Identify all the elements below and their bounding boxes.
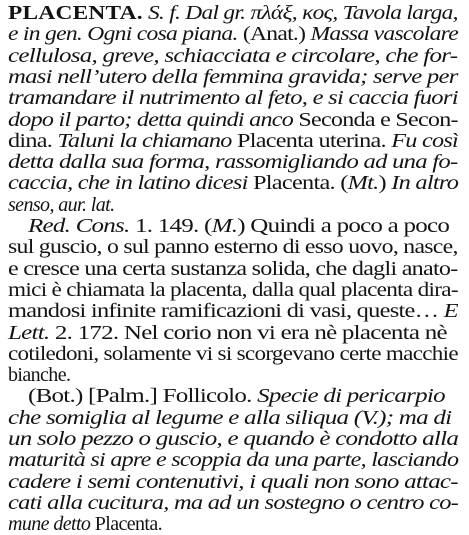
- text-run: E: [443, 300, 458, 323]
- text-line: [8, 449, 458, 471]
- text-run: In altro: [391, 172, 459, 195]
- text-run: Tavola larga,: [337, 2, 458, 24]
- text-run: Taluni la chiamano: [57, 129, 232, 152]
- text-run: (Anat.): [237, 23, 311, 46]
- text-run: dopo il parto; detta quindi anco: [8, 108, 294, 131]
- text-run: 2. 172. Nel corio non vi era nè placenta nè: [49, 321, 447, 344]
- text-line: [8, 194, 115, 216]
- text-run: Massa vascolare: [310, 23, 458, 46]
- text-line: [8, 407, 451, 429]
- text-run: (Bot.) [Palm.] Follicolo.: [28, 385, 258, 408]
- text-run: Mt.: [347, 172, 379, 195]
- text-run: dina.: [8, 129, 58, 152]
- text-run: Placenta.: [90, 513, 163, 535]
- text-run: cadere i semi contenutivi, i quali non sono attac-: [8, 470, 458, 493]
- text-run: che somiglia al legume e alla siliqua (V.); ma di: [8, 406, 452, 429]
- text-run: caccia, che in latino dicesi: [8, 172, 248, 195]
- text-run: ) Quindi a poco a poco: [237, 215, 450, 237]
- text-line: [8, 45, 457, 67]
- text-line: [8, 2, 458, 24]
- text-line: [8, 130, 458, 152]
- text-run: un solo pezzo o guscio, e quando è condotto alla: [8, 428, 459, 450]
- text-run: ): [378, 172, 392, 195]
- text-run: senso, aur. lat.: [8, 193, 115, 216]
- text-line: [8, 300, 458, 322]
- text-run: Lett.: [8, 321, 50, 344]
- headword: PLACENTA.: [8, 2, 143, 24]
- text-line: [8, 428, 458, 450]
- text-run: e in gen. Ogni cosa piana.: [8, 23, 238, 46]
- text-line: [28, 215, 449, 237]
- text-run: mandosi infinite ramificazioni di vasi, queste…: [8, 300, 444, 323]
- text-run: cellulosa, greve, schiacciata e circolare, che for-: [8, 44, 458, 67]
- text-line: [28, 385, 445, 407]
- text-run: mici è chiamata la placenta, dalla qual placenta dira-: [8, 278, 458, 301]
- text-run: S. f. Dal gr.: [142, 2, 251, 24]
- text-line: [8, 279, 458, 301]
- text-run: detta dalla sua forma, rassomigliando ad una fo-: [8, 151, 458, 174]
- text-line: [8, 471, 458, 493]
- text-line: [8, 151, 457, 173]
- text-run: maturità si apre e scoppia da una parte, lasciando: [8, 449, 459, 472]
- text-line: [8, 23, 458, 45]
- text-run: cotiledoni, solamente vi si scorgevano certe macchie: [8, 342, 458, 365]
- text-line: [8, 343, 458, 365]
- text-line: [8, 66, 458, 88]
- text-run: tramandare il nutrimento al feto, e si caccia fuori: [8, 87, 458, 110]
- text-run: masi nell’utero della femmina gravida; serve per: [8, 65, 458, 88]
- text-run: Fu così: [391, 129, 459, 152]
- text-line: [8, 172, 458, 194]
- text-run: Placenta uterina.: [231, 129, 392, 152]
- text-run: mune detto: [8, 513, 91, 535]
- text-line: [8, 236, 458, 258]
- text-run: Seconda e Secon-: [293, 108, 458, 131]
- text-line: [8, 87, 458, 109]
- text-run: 1. 149. (: [129, 215, 212, 237]
- text-run: e cresce una certa sustanza solida, che dagli anato-: [8, 257, 458, 280]
- text-line: [8, 513, 162, 535]
- text-run: M.: [211, 215, 238, 237]
- text-line: [8, 364, 70, 386]
- text-line: [8, 258, 458, 280]
- text-line: [8, 109, 458, 131]
- text-run: bianche.: [8, 364, 71, 387]
- text-run: Placenta. (: [247, 172, 348, 195]
- text-run: Red. Cons.: [28, 215, 130, 237]
- text-run: πλάξ, κος,: [250, 2, 338, 24]
- text-run: sul guscio, o sul panno esterno di esso uovo, nasce,: [8, 236, 458, 259]
- text-run: Specie di pericarpio: [257, 385, 445, 408]
- text-run: cati alla cucitura, ma ad un sostegno o centro co-: [8, 491, 459, 514]
- text-line: [8, 322, 447, 344]
- text-line: [8, 492, 458, 514]
